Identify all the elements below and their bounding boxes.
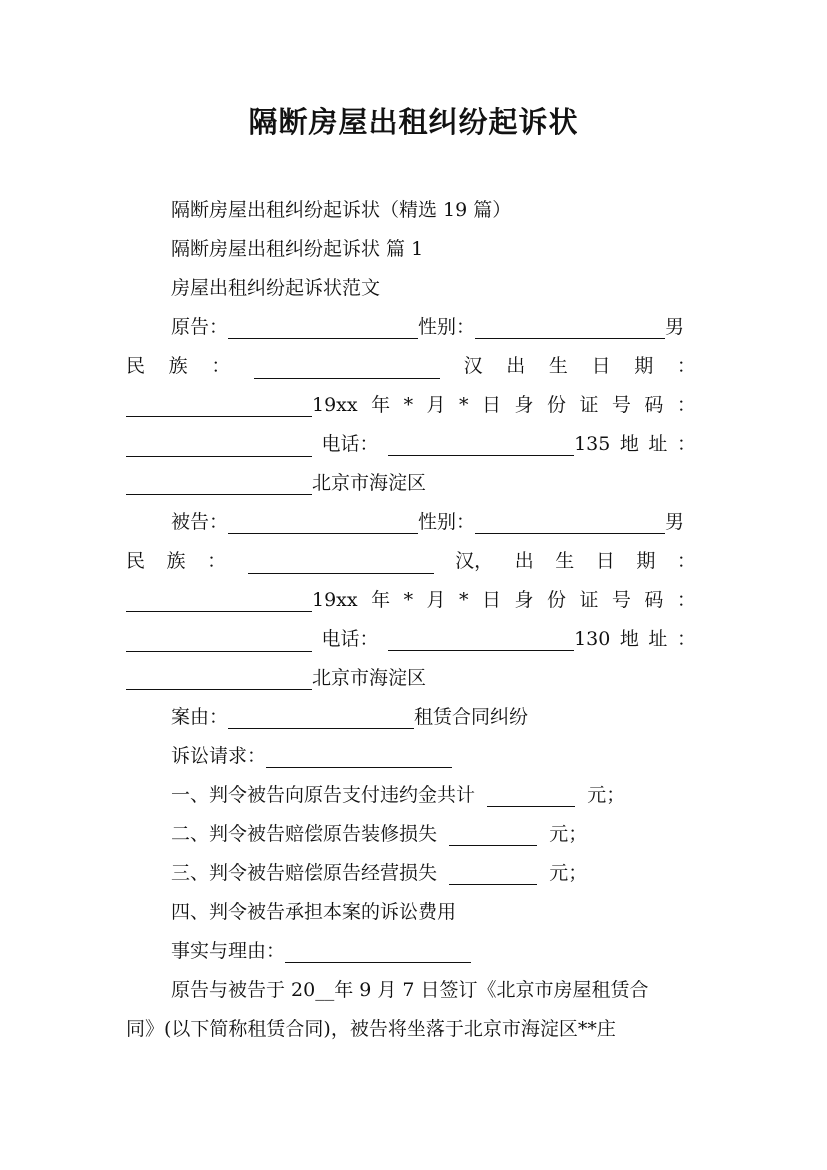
address-char: ： — [676, 433, 696, 455]
plaintiff-phone: 135 — [574, 433, 611, 455]
plaintiff-phone-line — [126, 425, 696, 464]
birth-rest-char: 码 — [644, 589, 664, 611]
claim-item: 四、判令被告承担本案的诉讼费用 — [171, 901, 457, 923]
ethnicity-char: 族 — [168, 355, 188, 377]
defendant-phone-label: 电话： — [321, 628, 379, 650]
defendant-gender-blank — [475, 509, 665, 534]
defendant-phone-line — [126, 620, 696, 659]
birth-rest-char: 码 — [644, 394, 664, 416]
sample-heading: 房屋出租纠纷起诉状范文 — [171, 277, 381, 299]
claim-text: 一、判令被告向原告支付违约金共计 — [171, 784, 476, 806]
section-heading: 隔断房屋出租纠纷起诉状 篇 1 — [171, 238, 424, 260]
claim-item — [0, 776, 827, 815]
plaintiff-ethnicity-blank — [254, 354, 440, 379]
plaintiff-gender-label: 性别： — [418, 316, 476, 338]
plaintiff-ethnicity: 汉 — [463, 355, 483, 377]
birth-rest-char: * — [459, 394, 469, 416]
claim-unit: 元； — [587, 784, 626, 806]
claim-amount-blank — [487, 782, 575, 807]
birth-rest-char: * — [403, 394, 414, 416]
facts-paragraph-line: 原告与被告于 20__年 9 月 7 日签订《北京市房屋租赁合 — [171, 979, 649, 1001]
claim-text: 二、判令被告赔偿原告装修损失 — [171, 823, 438, 845]
birth-rest-char: 号 — [611, 589, 631, 611]
address-char: 地 — [619, 628, 639, 650]
defendant-line — [0, 503, 827, 542]
birth-char: 出 — [506, 355, 526, 377]
address-char: 地 — [619, 433, 639, 455]
plaintiff-address-line — [0, 464, 827, 503]
defendant-address: 北京市海淀区 — [312, 667, 427, 689]
defendant-phone-blank — [388, 626, 574, 651]
defendant-birth-blank — [126, 587, 312, 612]
ethnicity-char: 族 — [166, 550, 186, 572]
ethnicity-char: ： — [211, 355, 231, 377]
claim-unit: 元； — [549, 823, 588, 845]
cause-line — [0, 698, 827, 737]
claim-item — [0, 854, 827, 893]
birth-rest-char: ： — [676, 589, 696, 611]
cause-blank — [228, 704, 414, 729]
birth-rest-char: 月 — [426, 589, 446, 611]
facts-blank — [285, 938, 471, 963]
birth-char: 期 — [636, 550, 656, 572]
defendant-phone: 130 — [574, 628, 611, 650]
birth-rest-char: 年 — [371, 394, 391, 416]
claims-blank — [266, 743, 452, 768]
defendant-id-blank — [126, 627, 312, 652]
plaintiff-line — [0, 308, 827, 347]
ethnicity-char: ： — [207, 550, 227, 572]
birth-rest-char: 日 — [481, 589, 501, 611]
claims-heading-line — [0, 737, 827, 776]
birth-char: 期 — [634, 355, 654, 377]
plaintiff-phone-blank — [388, 431, 574, 456]
plaintiff-address-blank — [126, 470, 312, 495]
birth-rest-char: 身 — [514, 589, 534, 611]
plaintiff-birth-line — [126, 386, 696, 425]
birth-rest-char: 证 — [579, 589, 599, 611]
address-char: ： — [676, 628, 696, 650]
birth-char: 日 — [595, 550, 615, 572]
defendant-gender-label: 性别： — [418, 511, 476, 533]
plaintiff-gender: 男 — [665, 316, 685, 338]
claims-label: 诉讼请求： — [171, 745, 267, 767]
birth-rest-char: * — [459, 589, 469, 611]
claim-amount-blank — [449, 821, 537, 846]
plaintiff-gender-blank — [475, 314, 665, 339]
cause-label: 案由： — [171, 706, 229, 728]
facts-paragraph-line: 同》(以下简称租赁合同)，被告将坐落于北京市海淀区**庄 — [126, 1018, 616, 1040]
plaintiff-birth-value: 19xx — [312, 394, 358, 416]
birth-char: 生 — [548, 355, 568, 377]
claim-text: 三、判令被告赔偿原告经营损失 — [171, 862, 438, 884]
birth-rest-char: 份 — [546, 394, 566, 416]
plaintiff-phone-label: 电话： — [321, 433, 379, 455]
address-char: 址 — [648, 433, 668, 455]
defendant-name-blank — [228, 509, 418, 534]
defendant-address-line — [0, 659, 827, 698]
plaintiff-name-blank — [228, 314, 418, 339]
birth-rest-char: 身 — [514, 394, 534, 416]
birth-rest-char: ： — [676, 394, 696, 416]
defendant-birth-line — [126, 581, 696, 620]
birth-char: 生 — [555, 550, 575, 572]
birth-rest-char: 年 — [371, 589, 391, 611]
birth-char: ： — [676, 355, 696, 377]
birth-rest-char: 号 — [611, 394, 631, 416]
plaintiff-address: 北京市海淀区 — [312, 472, 427, 494]
claim-amount-blank — [449, 860, 537, 885]
cause-value: 租赁合同纠纷 — [414, 706, 529, 728]
birth-rest-char: 份 — [546, 589, 566, 611]
defendant-address-blank — [126, 665, 312, 690]
claim-item — [0, 815, 827, 854]
birth-rest-char: 证 — [579, 394, 599, 416]
subtitle: 隔断房屋出租纠纷起诉状（精选 19 篇） — [171, 199, 512, 221]
birth-rest-char: 月 — [426, 394, 446, 416]
address-char: 址 — [648, 628, 668, 650]
plaintiff-ethnicity-line — [126, 347, 696, 386]
plaintiff-birth-blank — [126, 392, 312, 417]
ethnicity-char: 民 — [126, 355, 146, 377]
facts-label: 事实与理由： — [171, 940, 286, 962]
ethnicity-char: 民 — [126, 550, 146, 572]
birth-char: ： — [676, 550, 696, 572]
defendant-gender: 男 — [665, 511, 685, 533]
defendant-ethnicity: 汉， — [455, 550, 494, 572]
facts-heading-line — [0, 932, 827, 971]
birth-char: 日 — [591, 355, 611, 377]
defendant-label: 被告： — [171, 511, 229, 533]
defendant-ethnicity-line — [126, 542, 696, 581]
birth-char: 出 — [514, 550, 534, 572]
plaintiff-label: 原告： — [171, 316, 229, 338]
document-title: 隔断房屋出租纠纷起诉状 — [248, 105, 579, 139]
defendant-ethnicity-blank — [248, 549, 434, 574]
birth-rest-char: * — [403, 589, 414, 611]
plaintiff-id-blank — [126, 432, 312, 457]
defendant-birth-value: 19xx — [312, 589, 358, 611]
claim-unit: 元； — [549, 862, 588, 884]
birth-rest-char: 日 — [481, 394, 501, 416]
